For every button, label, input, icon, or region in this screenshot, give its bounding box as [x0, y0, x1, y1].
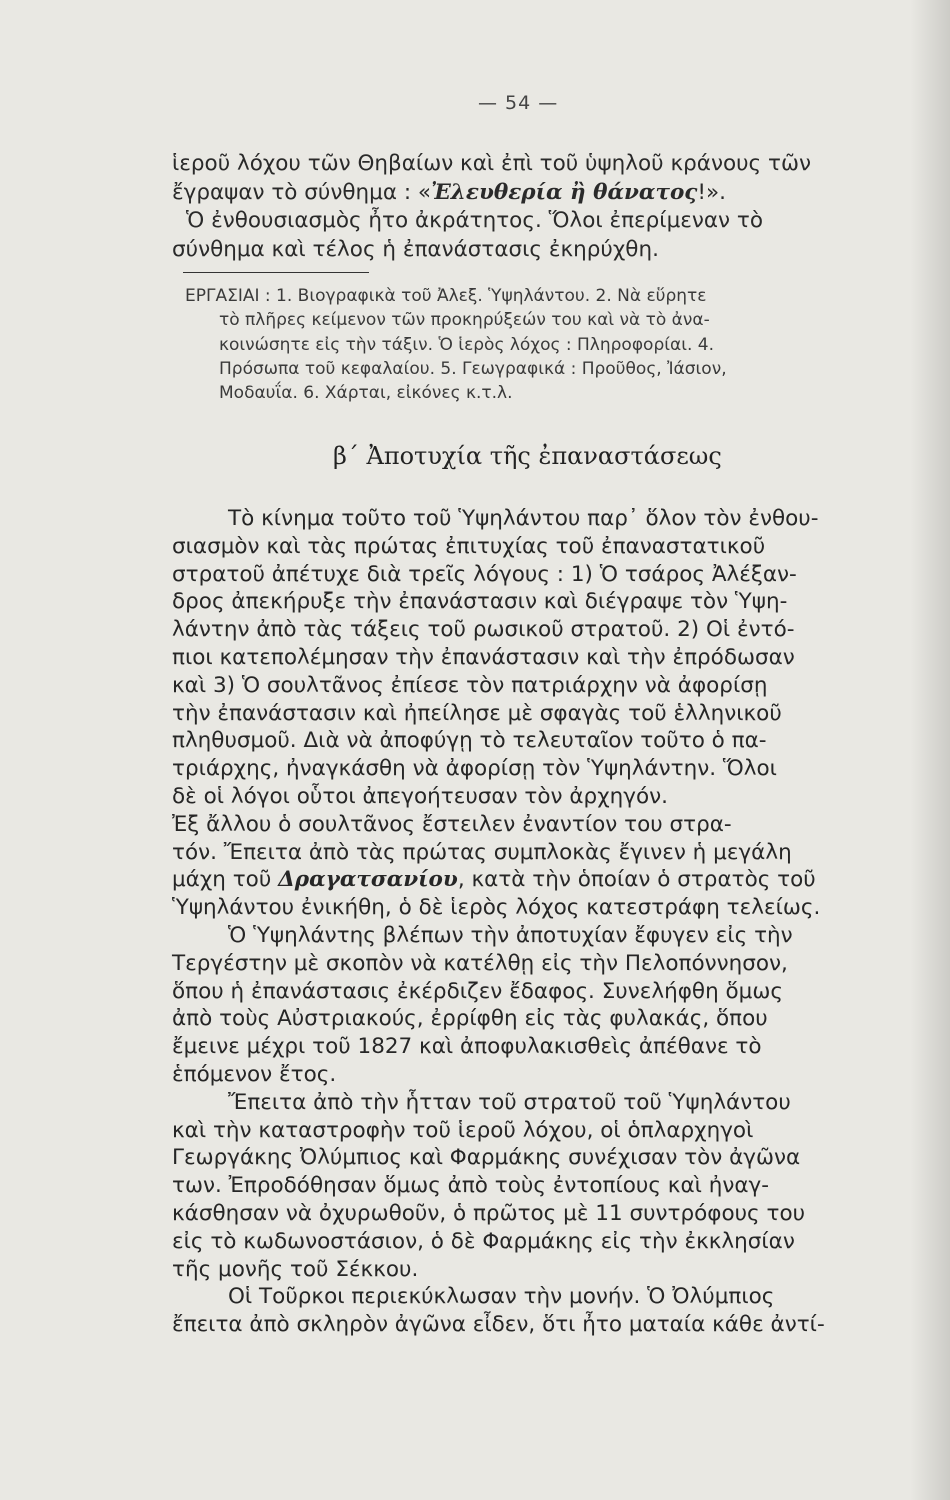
text-line: πιοι κατεπολέμησαν τὴν ἐπανάστασιν καὶ τὴν ἐπρόδωσαν: [172, 644, 795, 670]
battle-name: Δραγατσανίου: [278, 867, 458, 893]
text-line: [172, 179, 900, 208]
text-fragment: μάχη τοῦ: [172, 867, 279, 893]
text-line: καὶ 3) Ὁ σουλτᾶνος ἐπίεσε τὸν πατριάρχην νὰ ἀφορίσῃ: [172, 672, 768, 698]
page-number: — 54 —: [478, 92, 559, 114]
text-line: τὴν ἐπανάστασιν καὶ ἠπείλησε μὲ σφαγὰς τοῦ ἑλληνικοῦ: [172, 700, 782, 726]
text-line: τῆς μονῆς τοῦ Σέκκου.: [172, 1256, 419, 1282]
text-line: ἑπόμενον ἔτος.: [172, 1061, 337, 1087]
text-line: κάσθησαν νὰ ὀχυρωθοῦν, ὁ πρῶτος μὲ 11 συντρόφους του: [172, 1200, 806, 1226]
text-line: ἔμεινε μέχρι τοῦ 1827 καὶ ἀποφυλακισθεὶς ἀπέθανε τὸ: [172, 1034, 762, 1060]
text-line: ἔπειτα ἀπὸ σκληρὸν ἀγῶνα εἶδεν, ὅτι ἦτο ματαία κάθε ἀντί-: [172, 1312, 825, 1338]
tasks-block: [185, 284, 905, 405]
tasks-line: κοινώσητε εἰς τὴν τάξιν. Ὁ ἱερὸς λόχος : Πληροφορίαι. 4.: [219, 334, 714, 355]
text-line: τριάρχης, ἠναγκάσθη νὰ ἀφορίσῃ τὸν Ὑψηλάντην. Ὅλοι: [172, 756, 777, 782]
text-line: στρατοῦ ἀπέτυχε διὰ τρεῖς λόγους : 1) Ὁ τσάρος Ἀλέξαν-: [172, 561, 797, 587]
text-line: ἱεροῦ λόχου τῶν Θηβαίων καὶ ἐπὶ τοῦ ὑψηλοῦ κράνους τῶν: [172, 151, 811, 176]
text-line: [172, 866, 900, 894]
text-line: δρος ἀπεκήρυξε τὴν ἐπανάστασιν καὶ διέγραψε τὸν Ὑψη-: [172, 589, 788, 615]
text-line: Ὑψηλάντου ἐνικήθη, ὁ δὲ ἱερὸς λόχος κατεστράφη τελείως.: [172, 895, 821, 921]
text-line: Τεργέστην μὲ σκοπὸν νὰ κατέλθῃ εἰς τὴν Πελοπόννησον,: [172, 950, 788, 976]
text-line: Οἱ Τοῦρκοι περιεκύκλωσαν τὴν μονήν. Ὁ Ὀλύμπιος: [228, 1284, 775, 1310]
text-line: Γεωργάκης Ὀλύμπιος καὶ Φαρμάκης συνέχισαν τὸν ἀγῶνα: [172, 1145, 801, 1171]
text-line: καὶ τὴν καταστροφὴν τοῦ ἱεροῦ λόχου, οἱ ὁπλαρχηγοὶ: [172, 1117, 754, 1143]
text-line: σιασμὸν καὶ τὰς πρώτας ἐπιτυχίας τοῦ ἐπαναστατικοῦ: [172, 533, 766, 559]
text-fragment: , κατὰ τὴν ὁποίαν ὁ στρατὸς τοῦ: [457, 867, 816, 893]
text-line: Ἐξ ἄλλου ὁ σουλτᾶνος ἔστειλεν ἐναντίον του στρα-: [172, 811, 732, 837]
tasks-line: Πρόσωπα τοῦ κεφαλαίου. 5. Γεωγραφικά : Προῦθος, Ἰάσιον,: [219, 358, 727, 379]
text-line: δὲ οἱ λόγοι οὗτοι ἀπεγοήτευσαν τὸν ἀρχηγόν.: [172, 783, 668, 809]
text-line: σύνθημα καὶ τέλος ἡ ἐπανάστασις ἐκηρύχθη.: [172, 236, 659, 262]
section-divider: [183, 272, 369, 273]
text-line: ὅπου ἡ ἐπανάστασις ἐκέρδιζεν ἔδαφος. Συνελήφθη ὅμως: [172, 978, 783, 1004]
tasks-line: Μοδαυΐα. 6. Χάρται, εἰκόνες κ.τ.λ.: [219, 383, 513, 404]
text-line: εἰς τὸ κωδωνοστάσιον, ὁ δὲ Φαρμάκης εἰς τὴν ἐκκλησίαν: [172, 1228, 795, 1254]
text-line: πληθυσμοῦ. Διὰ νὰ ἀποφύγῃ τὸ τελευταῖον τοῦτο ὁ πα-: [172, 728, 767, 754]
tasks-line: ΕΡΓΑΣΙΑΙ : 1. Βιογραφικὰ τοῦ Ἀλεξ. Ὑψηλάντου. 2. Νὰ εὕρητε: [185, 286, 707, 306]
tasks-line: τὸ πλῆρες κείμενον τῶν προκηρύξεών του καὶ νὰ τὸ ἀνα-: [219, 310, 710, 331]
intro-paragraph: [172, 150, 900, 264]
text-line: Ὁ Ὑψηλάντης βλέπων τὴν ἀποτυχίαν ἔφυγεν εἰς τὴν: [228, 922, 793, 948]
text-line: Ἔπειτα ἀπὸ τὴν ἧτταν τοῦ στρατοῦ τοῦ Ὑψηλάντου: [228, 1089, 791, 1115]
text-line: των. Ἐπροδόθησαν ὅμως ἀπὸ τοὺς ἐντοπίους καὶ ἠναγ-: [172, 1173, 770, 1199]
text-line: Τὸ κίνημα τοῦτο τοῦ Ὑψηλάντου παρ᾽ ὅλον τὸν ἐνθου-: [228, 506, 819, 531]
text-fragment: ἔγραψαν τὸ σύνθημα : «: [172, 179, 432, 205]
text-fragment: !».: [697, 179, 726, 205]
text-line: λάντην ἀπὸ τὰς τάξεις τοῦ ρωσικοῦ στρατοῦ. 2) Οἱ ἐντό-: [172, 617, 795, 643]
body-text: [172, 505, 900, 1339]
text-line: τόν. Ἔπειτα ἀπὸ τὰς πρώτας συμπλοκὰς ἔγινεν ἡ μεγάλη: [172, 839, 792, 865]
text-line: Ὁ ἐνθουσιασμὸς ἦτο ἀκράτητος. Ὅλοι ἐπερίμεναν τὸ: [186, 208, 763, 233]
text-line: ἀπὸ τοὺς Αὐστριακούς, ἐρρίφθη εἰς τὰς φυλακάς, ὅπου: [172, 1006, 768, 1032]
slogan: Ἐλευθερία ἢ θάνατος: [431, 179, 698, 205]
section-title: β΄ Ἀποτυχία τῆς ἐπαναστάσεως: [333, 442, 722, 470]
